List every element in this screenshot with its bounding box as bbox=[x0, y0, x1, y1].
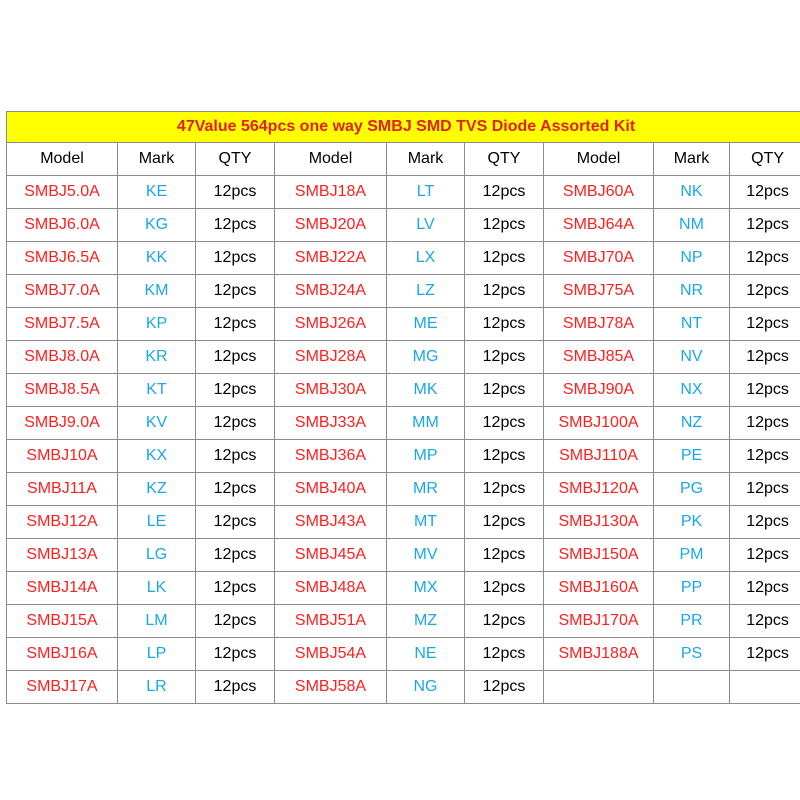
title-row bbox=[7, 112, 800, 143]
model-cell: SMBJ22A bbox=[275, 242, 387, 275]
qty-cell: 12pcs bbox=[465, 605, 544, 638]
qty-cell: 12pcs bbox=[465, 242, 544, 275]
model-cell bbox=[544, 671, 654, 704]
mark-cell: KK bbox=[118, 242, 196, 275]
table-row bbox=[7, 242, 800, 275]
model-cell: SMBJ40A bbox=[275, 473, 387, 506]
mark-cell: MX bbox=[387, 572, 465, 605]
table-row bbox=[7, 308, 800, 341]
mark-cell: PP bbox=[654, 572, 730, 605]
qty-cell: 12pcs bbox=[465, 440, 544, 473]
model-cell: SMBJ188A bbox=[544, 638, 654, 671]
table-row bbox=[7, 176, 800, 209]
model-cell: SMBJ15A bbox=[7, 605, 118, 638]
model-cell: SMBJ18A bbox=[275, 176, 387, 209]
mark-cell: PG bbox=[654, 473, 730, 506]
table-row bbox=[7, 605, 800, 638]
model-cell: SMBJ120A bbox=[544, 473, 654, 506]
mark-cell: MZ bbox=[387, 605, 465, 638]
model-cell: SMBJ16A bbox=[7, 638, 118, 671]
qty-cell: 12pcs bbox=[196, 275, 275, 308]
model-cell: SMBJ45A bbox=[275, 539, 387, 572]
table-row bbox=[7, 440, 800, 473]
model-cell: SMBJ17A bbox=[7, 671, 118, 704]
model-cell: SMBJ9.0A bbox=[7, 407, 118, 440]
qty-cell: 12pcs bbox=[196, 407, 275, 440]
qty-cell: 12pcs bbox=[465, 506, 544, 539]
qty-cell: 12pcs bbox=[730, 440, 800, 473]
column-header-mark: Mark bbox=[387, 143, 465, 176]
qty-cell: 12pcs bbox=[730, 209, 800, 242]
model-cell: SMBJ28A bbox=[275, 341, 387, 374]
column-header-qty: QTY bbox=[196, 143, 275, 176]
mark-cell: NZ bbox=[654, 407, 730, 440]
qty-cell: 12pcs bbox=[196, 671, 275, 704]
qty-cell: 12pcs bbox=[465, 473, 544, 506]
column-header-qty: QTY bbox=[465, 143, 544, 176]
mark-cell: KG bbox=[118, 209, 196, 242]
qty-cell: 12pcs bbox=[730, 275, 800, 308]
column-header-mark: Mark bbox=[118, 143, 196, 176]
qty-cell: 12pcs bbox=[730, 308, 800, 341]
model-cell: SMBJ14A bbox=[7, 572, 118, 605]
model-cell: SMBJ70A bbox=[544, 242, 654, 275]
mark-cell: PE bbox=[654, 440, 730, 473]
model-cell: SMBJ5.0A bbox=[7, 176, 118, 209]
mark-cell: NX bbox=[654, 374, 730, 407]
header-row bbox=[7, 143, 800, 176]
qty-cell: 12pcs bbox=[730, 638, 800, 671]
model-cell: SMBJ160A bbox=[544, 572, 654, 605]
model-cell: SMBJ51A bbox=[275, 605, 387, 638]
mark-cell: LG bbox=[118, 539, 196, 572]
qty-cell: 12pcs bbox=[196, 308, 275, 341]
mark-cell: MP bbox=[387, 440, 465, 473]
mark-cell bbox=[654, 671, 730, 704]
mark-cell: PM bbox=[654, 539, 730, 572]
model-cell: SMBJ60A bbox=[544, 176, 654, 209]
model-cell: SMBJ90A bbox=[544, 374, 654, 407]
qty-cell: 12pcs bbox=[465, 374, 544, 407]
model-cell: SMBJ7.5A bbox=[7, 308, 118, 341]
mark-cell: KP bbox=[118, 308, 196, 341]
model-cell: SMBJ58A bbox=[275, 671, 387, 704]
model-cell: SMBJ26A bbox=[275, 308, 387, 341]
table-row bbox=[7, 341, 800, 374]
model-cell: SMBJ24A bbox=[275, 275, 387, 308]
mark-cell: KR bbox=[118, 341, 196, 374]
diode-kit-table bbox=[6, 111, 800, 704]
mark-cell: KZ bbox=[118, 473, 196, 506]
table-row bbox=[7, 374, 800, 407]
model-cell: SMBJ20A bbox=[275, 209, 387, 242]
table-row bbox=[7, 506, 800, 539]
column-header-qty: QTY bbox=[730, 143, 800, 176]
mark-cell: LE bbox=[118, 506, 196, 539]
qty-cell: 12pcs bbox=[196, 638, 275, 671]
mark-cell: LZ bbox=[387, 275, 465, 308]
mark-cell: LK bbox=[118, 572, 196, 605]
model-cell: SMBJ8.5A bbox=[7, 374, 118, 407]
qty-cell: 12pcs bbox=[730, 473, 800, 506]
mark-cell: LM bbox=[118, 605, 196, 638]
mark-cell: LP bbox=[118, 638, 196, 671]
qty-cell: 12pcs bbox=[730, 506, 800, 539]
qty-cell: 12pcs bbox=[196, 440, 275, 473]
qty-cell bbox=[730, 671, 800, 704]
mark-cell: PK bbox=[654, 506, 730, 539]
qty-cell: 12pcs bbox=[196, 209, 275, 242]
qty-cell: 12pcs bbox=[465, 539, 544, 572]
kit-title: 47Value 564pcs one way SMBJ SMD TVS Diode Assorted Kit bbox=[7, 112, 800, 143]
model-cell: SMBJ75A bbox=[544, 275, 654, 308]
qty-cell: 12pcs bbox=[465, 341, 544, 374]
model-cell: SMBJ170A bbox=[544, 605, 654, 638]
mark-cell: MG bbox=[387, 341, 465, 374]
column-header-model: Model bbox=[7, 143, 118, 176]
mark-cell: MM bbox=[387, 407, 465, 440]
mark-cell: MK bbox=[387, 374, 465, 407]
mark-cell: ME bbox=[387, 308, 465, 341]
model-cell: SMBJ110A bbox=[544, 440, 654, 473]
qty-cell: 12pcs bbox=[730, 539, 800, 572]
qty-cell: 12pcs bbox=[196, 242, 275, 275]
mark-cell: KV bbox=[118, 407, 196, 440]
mark-cell: MT bbox=[387, 506, 465, 539]
column-header-model: Model bbox=[275, 143, 387, 176]
mark-cell: NT bbox=[654, 308, 730, 341]
qty-cell: 12pcs bbox=[196, 374, 275, 407]
table-row bbox=[7, 638, 800, 671]
mark-cell: KE bbox=[118, 176, 196, 209]
qty-cell: 12pcs bbox=[196, 572, 275, 605]
mark-cell: NM bbox=[654, 209, 730, 242]
model-cell: SMBJ8.0A bbox=[7, 341, 118, 374]
model-cell: SMBJ11A bbox=[7, 473, 118, 506]
table-row bbox=[7, 572, 800, 605]
model-cell: SMBJ48A bbox=[275, 572, 387, 605]
table-row bbox=[7, 275, 800, 308]
qty-cell: 12pcs bbox=[465, 572, 544, 605]
qty-cell: 12pcs bbox=[196, 605, 275, 638]
mark-cell: NR bbox=[654, 275, 730, 308]
mark-cell: NP bbox=[654, 242, 730, 275]
qty-cell: 12pcs bbox=[730, 572, 800, 605]
qty-cell: 12pcs bbox=[730, 176, 800, 209]
qty-cell: 12pcs bbox=[465, 176, 544, 209]
model-cell: SMBJ36A bbox=[275, 440, 387, 473]
mark-cell: LX bbox=[387, 242, 465, 275]
model-cell: SMBJ10A bbox=[7, 440, 118, 473]
table-row bbox=[7, 407, 800, 440]
column-header-mark: Mark bbox=[654, 143, 730, 176]
model-cell: SMBJ78A bbox=[544, 308, 654, 341]
mark-cell: LV bbox=[387, 209, 465, 242]
model-cell: SMBJ12A bbox=[7, 506, 118, 539]
qty-cell: 12pcs bbox=[196, 539, 275, 572]
mark-cell: LR bbox=[118, 671, 196, 704]
model-cell: SMBJ130A bbox=[544, 506, 654, 539]
qty-cell: 12pcs bbox=[465, 209, 544, 242]
mark-cell: NV bbox=[654, 341, 730, 374]
table-row bbox=[7, 209, 800, 242]
mark-cell: PS bbox=[654, 638, 730, 671]
model-cell: SMBJ64A bbox=[544, 209, 654, 242]
model-cell: SMBJ150A bbox=[544, 539, 654, 572]
table-row bbox=[7, 473, 800, 506]
model-cell: SMBJ6.0A bbox=[7, 209, 118, 242]
mark-cell: LT bbox=[387, 176, 465, 209]
model-cell: SMBJ33A bbox=[275, 407, 387, 440]
qty-cell: 12pcs bbox=[730, 407, 800, 440]
column-header-model: Model bbox=[544, 143, 654, 176]
mark-cell: MR bbox=[387, 473, 465, 506]
model-cell: SMBJ85A bbox=[544, 341, 654, 374]
mark-cell: NK bbox=[654, 176, 730, 209]
mark-cell: MV bbox=[387, 539, 465, 572]
model-cell: SMBJ100A bbox=[544, 407, 654, 440]
model-cell: SMBJ7.0A bbox=[7, 275, 118, 308]
model-cell: SMBJ6.5A bbox=[7, 242, 118, 275]
model-cell: SMBJ30A bbox=[275, 374, 387, 407]
table-row bbox=[7, 539, 800, 572]
qty-cell: 12pcs bbox=[730, 242, 800, 275]
mark-cell: NG bbox=[387, 671, 465, 704]
qty-cell: 12pcs bbox=[196, 473, 275, 506]
qty-cell: 12pcs bbox=[730, 605, 800, 638]
qty-cell: 12pcs bbox=[196, 176, 275, 209]
mark-cell: KM bbox=[118, 275, 196, 308]
model-cell: SMBJ13A bbox=[7, 539, 118, 572]
table-row bbox=[7, 671, 800, 704]
qty-cell: 12pcs bbox=[465, 638, 544, 671]
qty-cell: 12pcs bbox=[730, 374, 800, 407]
qty-cell: 12pcs bbox=[465, 308, 544, 341]
mark-cell: KT bbox=[118, 374, 196, 407]
qty-cell: 12pcs bbox=[196, 506, 275, 539]
qty-cell: 12pcs bbox=[465, 407, 544, 440]
mark-cell: NE bbox=[387, 638, 465, 671]
model-cell: SMBJ43A bbox=[275, 506, 387, 539]
model-cell: SMBJ54A bbox=[275, 638, 387, 671]
qty-cell: 12pcs bbox=[465, 275, 544, 308]
mark-cell: PR bbox=[654, 605, 730, 638]
qty-cell: 12pcs bbox=[465, 671, 544, 704]
qty-cell: 12pcs bbox=[196, 341, 275, 374]
qty-cell: 12pcs bbox=[730, 341, 800, 374]
mark-cell: KX bbox=[118, 440, 196, 473]
